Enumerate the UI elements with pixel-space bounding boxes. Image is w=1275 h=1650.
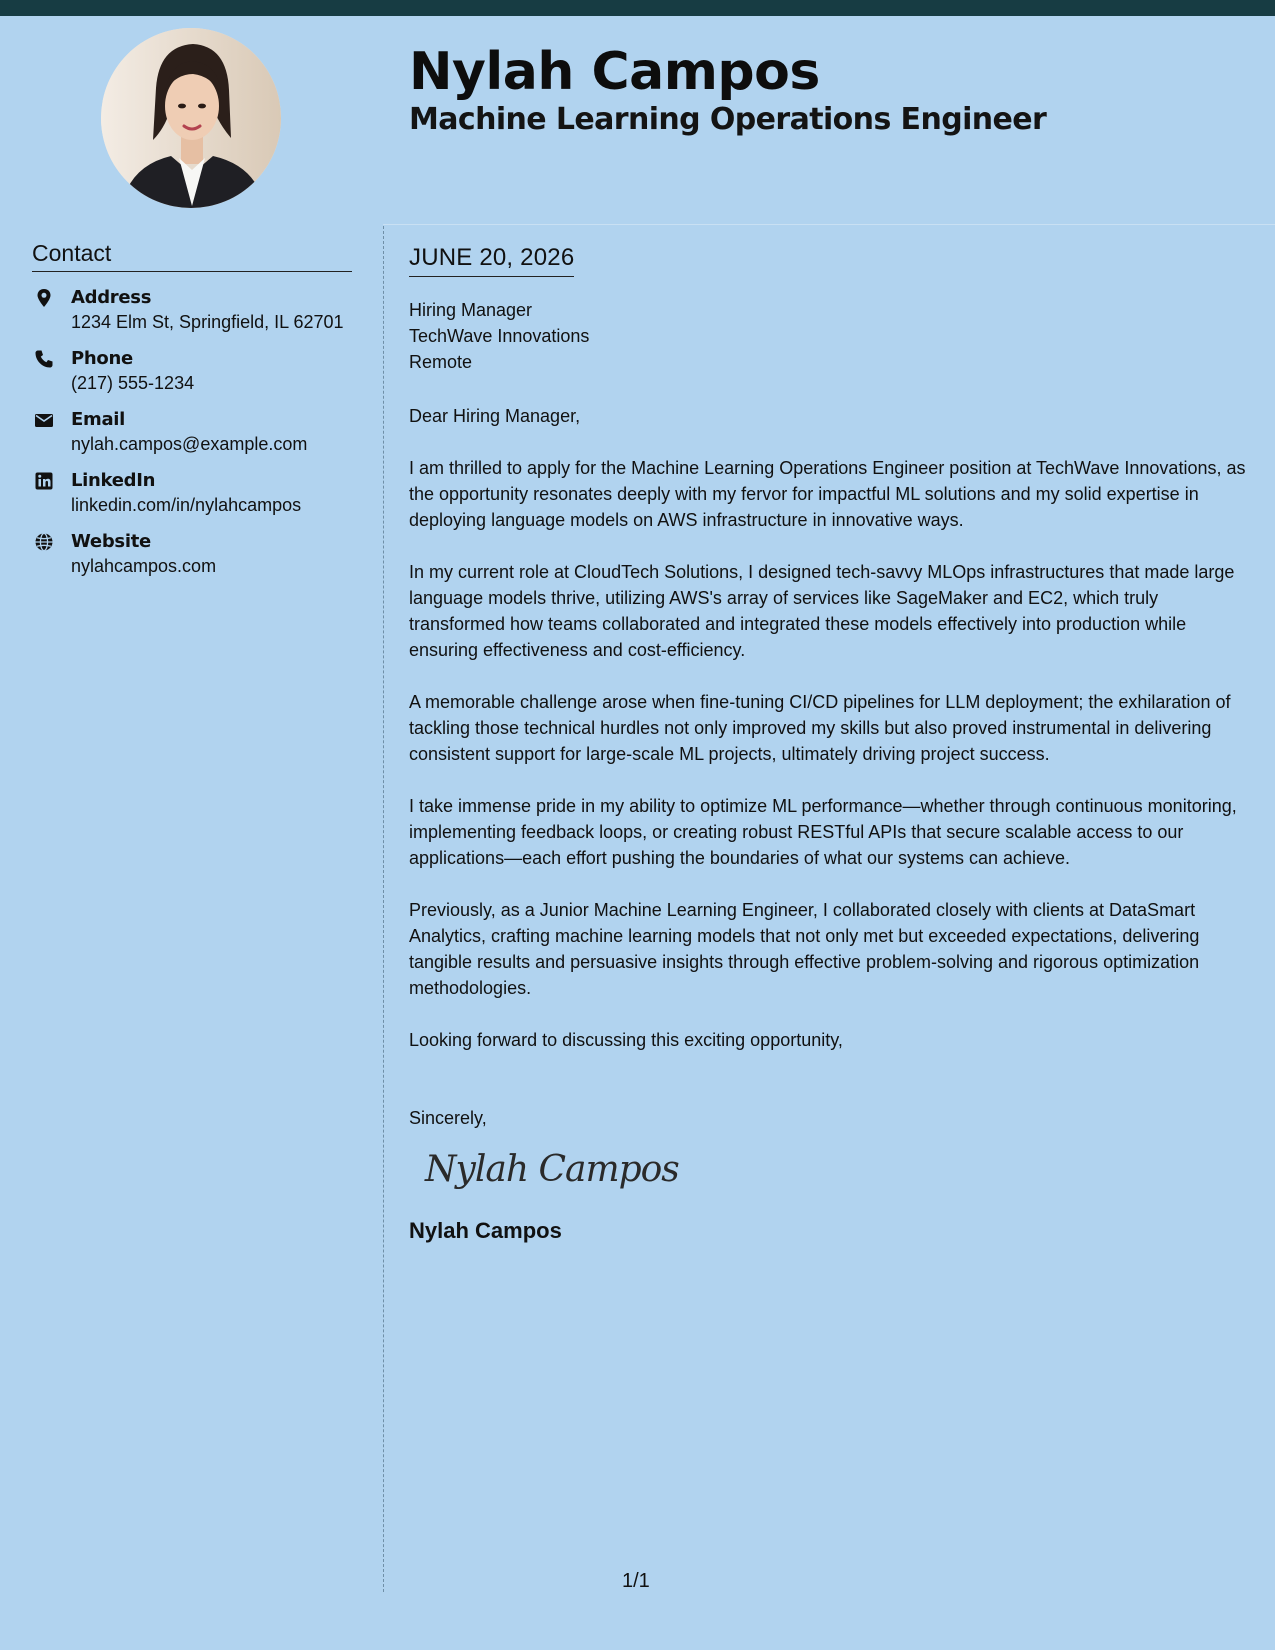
linkedin-icon [34, 471, 54, 491]
contact-email-value[interactable]: nylah.campos@example.com [71, 434, 308, 454]
contact-address-value: 1234 Elm St, Springfield, IL 62701 [71, 312, 344, 332]
recipient-line: TechWave Innovations [409, 326, 590, 346]
phone-icon [34, 349, 54, 369]
top-accent-bar [0, 0, 1275, 16]
contact-sidebar [32, 240, 352, 591]
contact-email [32, 408, 352, 456]
letter-paragraph: A memorable challenge arose when fine-tuning CI/CD pipelines for LLM deployment; the exhilaration of tackling those technical hurdles not only improved my skills but also proved instrumental in delivering consistent support for large-scale ML projects, ultimately driving project success. [409, 692, 1231, 764]
envelope-icon [34, 410, 54, 430]
contact-phone-value: (217) 555-1234 [71, 373, 195, 393]
letter-date: JUNE 20, 2026 [409, 244, 574, 277]
recipient-block [409, 297, 1249, 375]
letter-paragraph: In my current role at CloudTech Solutions, I designed tech-savvy MLOps infrastructures that made large language models thrive, utilizing AWS's array of services like SageMaker and EC2, which truly transformed how teams collaborated and integrated these models effectively into production while ensuring effectiveness and cost-efficiency. [409, 562, 1235, 660]
profile-photo [101, 28, 281, 208]
recipient-line: Remote [409, 352, 473, 372]
avatar-photo-icon [101, 28, 281, 208]
contact-phone [32, 347, 352, 395]
signer-name: Nylah Campos [409, 1218, 562, 1243]
applicant-title: Machine Learning Operations Engineer [409, 102, 1047, 137]
letter-paragraph: I take immense pride in my ability to optimize ML performance—whether through continuous monitoring, implementing feedback loops, or creating robust RESTful APIs that secure scalable access to our applications—each effort pushing the boundaries of what our systems can achieve. [409, 796, 1237, 868]
contact-website-label: Website [71, 531, 151, 552]
salutation: Dear Hiring Manager, [409, 406, 581, 426]
applicant-name: Nylah Campos [409, 42, 820, 102]
contact-website-value[interactable]: nylahcampos.com [71, 556, 217, 576]
contact-linkedin [32, 469, 352, 517]
letter-paragraph: I am thrilled to apply for the Machine Learning Operations Engineer position at TechWave Innovations, as the opportunity resonates deeply with my fervor for impactful ML solutions and my solid expertise in deploying language models on AWS infrastructure in innovative ways. [409, 458, 1246, 530]
map-pin-icon [34, 288, 54, 308]
letter-paragraph: Previously, as a Junior Machine Learning Engineer, I collaborated closely with clients at DataSmart Analytics, crafting machine learning models that not only met but exceeded expectations, delivering tangible results and persuasive insights through effective problem-solving and rigorous optimization methodologies. [409, 900, 1200, 998]
column-divider [383, 226, 384, 1592]
letter-body [409, 244, 1249, 1244]
page-number: 1/1 [622, 1570, 650, 1592]
contact-phone-label: Phone [71, 348, 133, 369]
contact-address [32, 286, 352, 334]
handwritten-signature: Nylah Campos [425, 1149, 679, 1190]
contact-email-label: Email [71, 409, 126, 430]
closing-line: Looking forward to discussing this exciting opportunity, [409, 1030, 843, 1050]
contact-address-label: Address [71, 287, 152, 308]
contact-heading: Contact [32, 240, 352, 272]
contact-linkedin-value[interactable]: linkedin.com/in/nylahcampos [71, 495, 302, 515]
sign-off: Sincerely, [409, 1108, 487, 1128]
contact-website [32, 530, 352, 578]
header-divider [383, 224, 1275, 225]
globe-icon [34, 532, 54, 552]
recipient-line: Hiring Manager [409, 300, 533, 320]
contact-linkedin-label: LinkedIn [71, 470, 156, 491]
